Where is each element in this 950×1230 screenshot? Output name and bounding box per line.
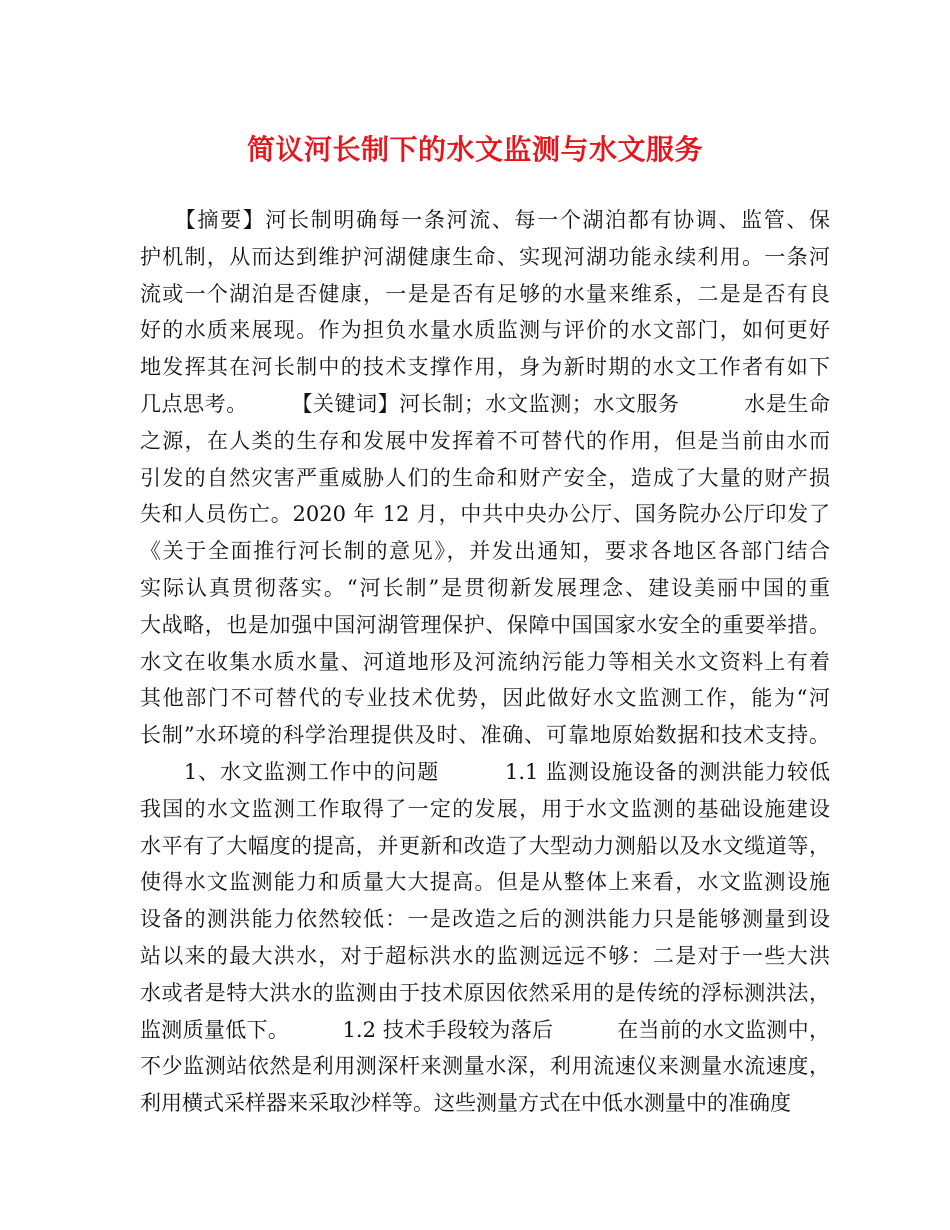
body-line: 《关于全面推行河长制的意见》，并发出通知，要求各地区各部门结合 [140, 539, 830, 564]
body-line: 长制”水环境的科学治理提供及时、准确、可靠地原始数据和技术支持。 [140, 723, 830, 748]
body-line: 引发的自然灾害严重威胁人们的生命和财产安全，造成了大量的财产损 [140, 465, 830, 490]
body-line: 大战略，也是加强中国河湖管理保护、保障中国国家水安全的重要举措。 [140, 612, 830, 637]
body-line: 流或一个湖泊是否健康，一是是否有足够的水量来维系，二是是否有良 [140, 281, 830, 306]
body-line: 不少监测站依然是利用测深杆来测量水深，利用流速仪来测量水流速度， [140, 1054, 830, 1079]
body-line: 我国的水文监测工作取得了一定的发展，用于水文监测的基础设施建设 [140, 796, 830, 821]
body-line: 之源，在人类的生存和发展中发挥着不可替代的作用，但是当前由水而 [140, 428, 830, 453]
body-line: 护机制，从而达到维护河湖健康生命、实现河湖功能永续利用。一条河 [140, 244, 830, 269]
body-line: 利用横式采样器来采取沙样等。这些测量方式在中低水测量中的准确度 [140, 1091, 791, 1116]
body-line: 使得水文监测能力和质量大大提高。但是从整体上来看，水文监测设施 [140, 870, 830, 895]
body-line: 实际认真贯彻落实。“河长制”是贯彻新发展理念、建设美丽中国的重 [140, 575, 830, 600]
body-line: 【摘要】河长制明确每一条河流、每一个湖泊都有协调、监管、保 [140, 208, 830, 232]
body-line: 几点思考。 【关键词】河长制；水文监测；水文服务 水是生命 [140, 391, 830, 416]
body-line: 水文在收集水质水量、河道地形及河流纳污能力等相关水文资料上有着 [140, 649, 830, 674]
body-line: 监测质量低下。 1.2 技术手段较为落后 在当前的水文监测中， [140, 1017, 830, 1042]
body-line: 地发挥其在河长制中的技术支撑作用，身为新时期的水文工作者有如下 [140, 355, 830, 380]
body-line: 失和人员伤亡。2020 年 12 月，中共中央办公厅、国务院办公厅印发了 [140, 502, 830, 527]
body-line: 1、水文监测工作中的问题 1.1 监测设施设备的测洪能力较低 [140, 759, 830, 784]
body-line: 好的水质来展现。作为担负水量水质监测与评价的水文部门，如何更好 [140, 318, 830, 343]
body-line: 水或者是特大洪水的监测由于技术原因依然采用的是传统的浮标测洪法， [140, 980, 830, 1005]
body-line: 其他部门不可替代的专业技术优势，因此做好水文监测工作，能为“河 [140, 686, 830, 711]
document-title: 简议河长制下的水文监测与水文服务 [246, 133, 703, 166]
body-line: 水平有了大幅度的提高，并更新和改造了大型动力测船以及水文缆道等， [140, 833, 830, 858]
document-body [140, 202, 830, 1122]
body-line: 设备的测洪能力依然较低：一是改造之后的测洪能力只是能够测量到设 [140, 907, 830, 932]
body-line: 站以来的最大洪水，对于超标洪水的监测远远不够：二是对于一些大洪 [140, 943, 830, 968]
